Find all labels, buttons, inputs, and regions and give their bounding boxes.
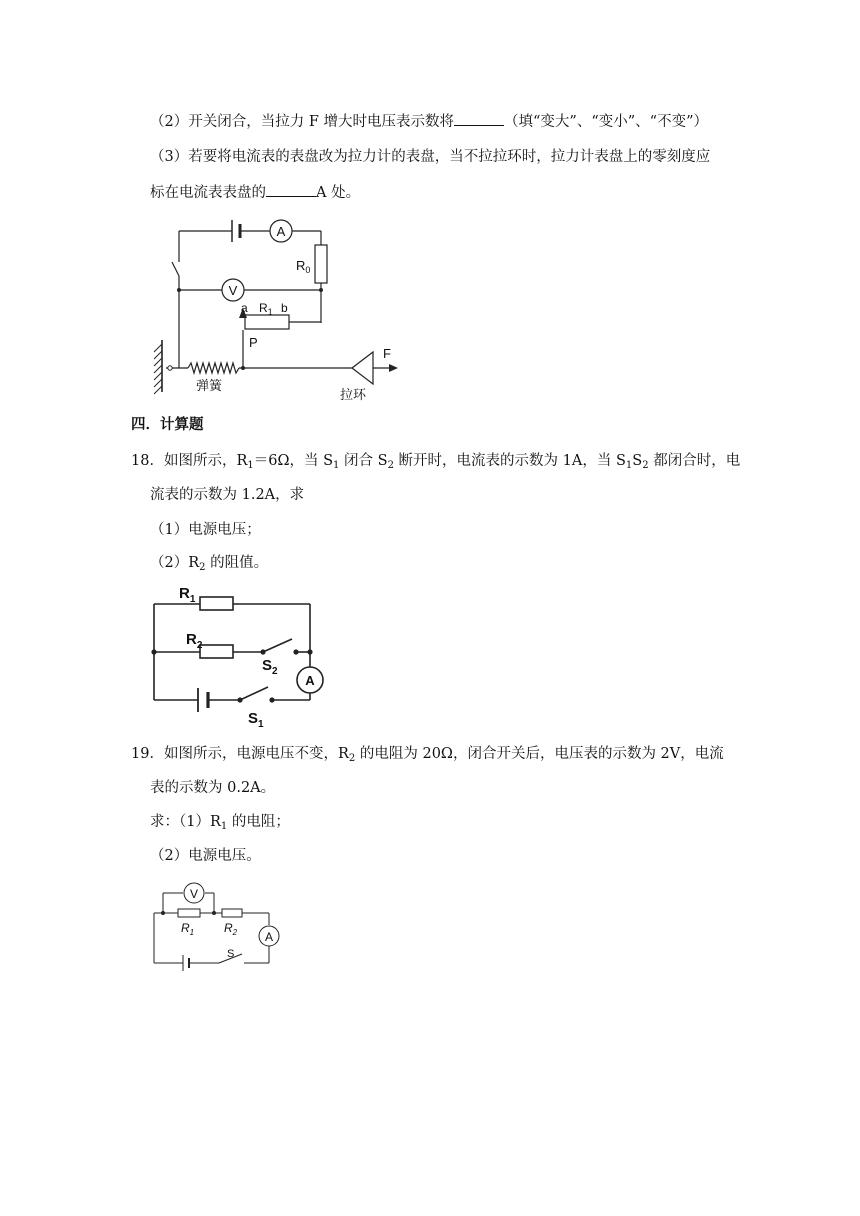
q19-ammeter-label: A bbox=[264, 930, 274, 944]
q17-part2-text-a: （2）开关闭合，当拉力 F 增大时电压表示数将 bbox=[150, 114, 455, 130]
q17-ammeter-label: A bbox=[276, 224, 286, 239]
q17-voltmeter-label: V bbox=[228, 283, 238, 298]
q17-part3-text-b: A 处。 bbox=[316, 185, 361, 201]
q19-sub2: （2）电源电压。 bbox=[150, 848, 261, 864]
q19-line1: 19．如图所示，电源电压不变，$R_2$ 的电阻为 20Ω，闭合开关后，电压表的示数为 2V，电流 bbox=[131, 746, 724, 764]
q19-voltmeter-label: V bbox=[189, 887, 199, 901]
q18-s1-label: $S_1$ bbox=[248, 710, 264, 730]
q17-force-label: F bbox=[383, 346, 391, 361]
q18-line1: 18．如图所示，$R_1=6\Omega$，当 $S_1$ 闭合 $S_2$ 断开时，电流表的示数为 1A，当 $S_1S_2$ 都闭合时，电 bbox=[131, 453, 741, 471]
q18-r2-label: $R_2$ bbox=[186, 631, 203, 651]
q19-r2-label: $R_2$ bbox=[224, 921, 238, 937]
q17-b-label: b bbox=[281, 301, 288, 315]
q17-ring-label: 拉环 bbox=[340, 387, 367, 402]
q19-switch-label: S bbox=[227, 948, 235, 960]
q17-r0-label: $R_0$ bbox=[296, 258, 311, 275]
q17-part2-text-b: （填“变大”、“变小”、“不变”） bbox=[504, 114, 708, 130]
q17-a-label: a bbox=[241, 301, 248, 315]
q18-sub1: （1）电源电压； bbox=[150, 522, 261, 538]
section-title: 四．计算题 bbox=[131, 417, 204, 433]
q17-part3-text-a: 标在电流表表盘的 bbox=[150, 185, 266, 201]
q18-r1-label: $R_1$ bbox=[179, 585, 196, 605]
q17-spring-label: 弹簧 bbox=[196, 378, 223, 393]
q19-line2: 表的示数为 0.2A。 bbox=[150, 780, 276, 796]
q19-sub1: 求：$(1)R_1$ 的电阻； bbox=[150, 814, 290, 832]
q18-sub2: $(2)R_2$ 的阻值。 bbox=[150, 555, 269, 573]
q18-line2: 流表的示数为 1.2A，求 bbox=[150, 487, 305, 503]
q18-ammeter-label: A bbox=[305, 673, 315, 688]
q18-s2-label: $S_2$ bbox=[262, 657, 278, 677]
q19-r1-label: $R_1$ bbox=[181, 921, 195, 937]
q17-r1-label: $R_1$ bbox=[259, 301, 273, 317]
q17-part3-line1: （3）若要将电流表的表盘改为拉力计的表盘，当不拉拉环时，拉力计表盘上的零刻度应 bbox=[150, 149, 711, 165]
q17-p-label: P bbox=[249, 335, 258, 350]
